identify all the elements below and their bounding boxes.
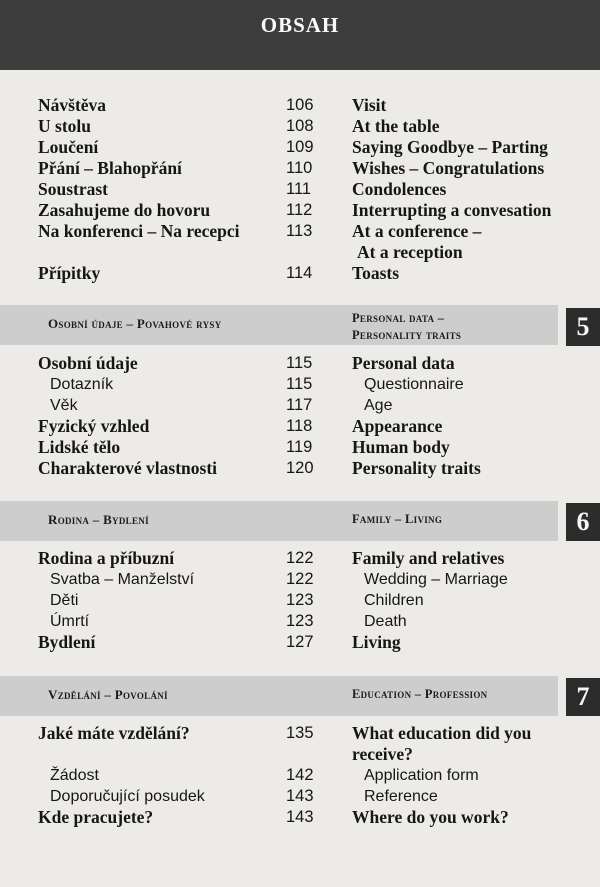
toc-row	[0, 548, 600, 569]
toc-entry-cz: Přípitky	[38, 263, 101, 283]
toc-entry-en: Saying Goodbye – Parting	[352, 137, 548, 157]
toc-page-number: 118	[286, 417, 313, 435]
toc-page-number: 123	[286, 612, 314, 630]
toc-page-number: 108	[286, 117, 314, 135]
toc-page-number: 143	[286, 808, 314, 826]
toc-entry-cz: Soustrast	[38, 179, 109, 199]
toc-row	[0, 416, 600, 437]
toc-entry-cz: Osobní údaje	[38, 353, 138, 373]
section-title-cz: Osobní údaje – Povahové rysy	[48, 316, 222, 331]
toc-entry-en: Personality traits	[352, 458, 481, 478]
toc-entry-cz: Jaké máte vzdělání?	[38, 723, 190, 743]
toc-entry-en: Questionnaire	[364, 376, 464, 393]
toc-page-number: 109	[286, 138, 314, 156]
toc-entry-cz: Doporučující posudek	[50, 788, 205, 805]
toc-entry-cz: Úmrtí	[50, 613, 90, 630]
toc-entry-en: Reference	[364, 788, 438, 805]
toc-entry-cz: Děti	[50, 592, 79, 609]
toc-entry-cz: Dotazník	[50, 376, 114, 393]
toc-row	[0, 786, 600, 807]
toc-row	[0, 95, 600, 116]
toc-entry-en: Visit	[352, 95, 387, 115]
toc-page-number: 143	[286, 787, 314, 805]
toc-row	[0, 765, 600, 786]
toc-page-number: 113	[286, 222, 313, 240]
toc-page-number: 115	[286, 354, 313, 372]
toc-entry-cz: Lidské tělo	[38, 437, 121, 457]
toc-page-number: 123	[286, 591, 314, 609]
toc-page-number: 127	[286, 633, 314, 651]
toc-page-number: 142	[286, 766, 314, 784]
toc-entry-en: Wishes – Congratulations	[352, 158, 545, 178]
section-title-en-line1: Personal data –	[352, 311, 445, 325]
toc-row	[0, 437, 600, 458]
toc-entry-en: At the table	[352, 116, 440, 136]
page-title: OBSAH	[260, 13, 340, 37]
toc-entry-en: Living	[352, 632, 401, 652]
toc-entry-cz: Fyzický vzhled	[38, 416, 150, 436]
toc-entry-cz: Věk	[50, 397, 78, 414]
toc-entry-cz: Svatba – Manželství	[50, 571, 195, 588]
toc-entry-en: Family and relatives	[352, 548, 505, 568]
toc-entry-cz: U stolu	[38, 116, 91, 136]
toc-row	[0, 263, 600, 284]
toc-entry-cz: Přání – Blahopřání	[38, 158, 182, 178]
toc-page-number: 122	[286, 570, 314, 588]
toc-entry-en: Toasts	[352, 263, 400, 283]
toc-page-number: 106	[286, 96, 314, 114]
toc-page-number: 135	[286, 724, 314, 742]
toc-entry-en: Human body	[352, 437, 450, 457]
toc-row	[0, 137, 600, 158]
section-title-en	[352, 310, 461, 344]
toc-entry-en: Interrupting a convesation	[352, 200, 552, 220]
toc-entry-en: Wedding – Marriage	[364, 571, 508, 588]
toc-row	[0, 179, 600, 200]
toc-page-number: 112	[286, 201, 313, 219]
toc-entry-en: Application form	[364, 767, 479, 784]
toc-page-number: 122	[286, 549, 314, 567]
toc-row	[0, 221, 600, 242]
toc-row	[0, 723, 600, 744]
toc-entry-cz: Návštěva	[38, 95, 107, 115]
section-title-cz: Rodina – Bydlení	[48, 512, 149, 527]
toc-page-number: 115	[286, 375, 313, 393]
toc-row	[0, 807, 600, 828]
toc-page-number: 111	[286, 180, 312, 198]
toc-row	[0, 116, 600, 137]
section-title-en-line2: Personality traits	[352, 328, 462, 342]
toc-row	[0, 200, 600, 221]
toc-row	[0, 395, 600, 416]
toc-entry-cz: Charakterové vlastnosti	[38, 458, 218, 478]
section-tab-6[interactable]: 6	[566, 503, 600, 541]
toc-entry-cz: Na konferenci – Na recepci	[38, 221, 240, 241]
section-title-cz: Vzdělání – Povolání	[48, 687, 168, 702]
toc-entry-cz: Kde pracujete?	[38, 807, 154, 827]
toc-entry-cz: Zasahujeme do hovoru	[38, 200, 211, 220]
toc-entry-cz: Loučení	[38, 137, 99, 157]
section-header-family	[0, 501, 558, 541]
toc-entry-en: At a conference –	[352, 221, 482, 241]
section-header-education	[0, 676, 558, 716]
section-title-en: Education – Profession	[352, 687, 488, 701]
section-tab-7[interactable]: 7	[566, 678, 600, 716]
toc-row-continuation	[0, 744, 600, 765]
toc-page-number: 120	[286, 459, 314, 477]
toc-row	[0, 632, 600, 653]
toc-entry-en: Death	[364, 613, 407, 630]
page-header	[0, 0, 600, 70]
toc-row	[0, 353, 600, 374]
toc-entry-en: Appearance	[352, 416, 443, 436]
toc-entry-cz: Žádost	[50, 767, 99, 784]
toc-page-number: 117	[286, 396, 313, 414]
toc-row	[0, 458, 600, 479]
toc-row	[0, 611, 600, 632]
toc-entry-en: Condolences	[352, 179, 447, 199]
toc-row	[0, 590, 600, 611]
toc-page-number: 114	[286, 264, 313, 282]
toc-row	[0, 374, 600, 395]
toc-entry-en: At a reception	[357, 242, 463, 262]
toc-entry-cz: Bydlení	[38, 632, 96, 652]
toc-entry-en: Children	[364, 592, 424, 609]
toc-entry-cz: Rodina a příbuzní	[38, 548, 175, 568]
toc-row	[0, 569, 600, 590]
section-tab-5[interactable]: 5	[566, 308, 600, 346]
section-header-personal	[0, 305, 558, 345]
toc-page-number: 110	[286, 159, 313, 177]
toc-page-number: 119	[286, 438, 313, 456]
toc-row-continuation	[0, 242, 600, 263]
toc-row	[0, 158, 600, 179]
toc-entry-en: receive?	[352, 744, 413, 764]
section-title-en: Family – Living	[352, 512, 443, 526]
toc-entry-en: Where do you work?	[352, 807, 509, 827]
toc-entry-en: What education did you	[352, 723, 532, 743]
toc-entry-en: Personal data	[352, 353, 455, 373]
toc-entry-en: Age	[364, 397, 393, 414]
